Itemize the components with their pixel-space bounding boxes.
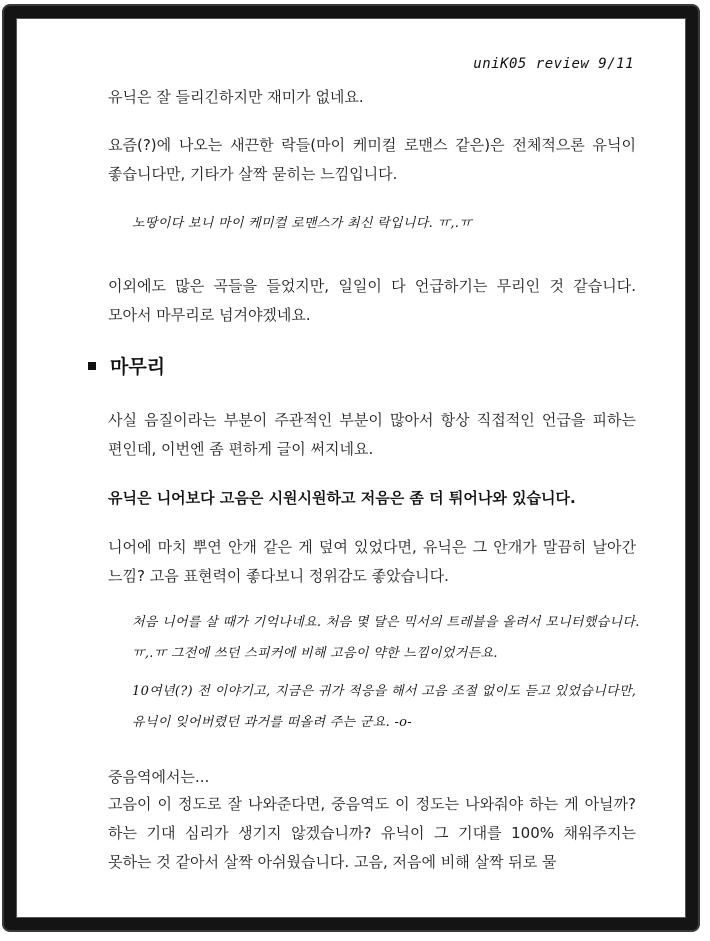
paragraph-1: 유닉은 잘 들리긴하지만 재미가 없네요. [108,88,364,106]
paragraph-5-bold: 유닉은 니어보다 고음은 시원시원하고 저음은 좀 더 튀어나와 있습니다. [108,489,576,507]
paragraph-2: 요즘(?)에 나오는 새끈한 락들(마이 케미컬 로맨스 같은)은 전체적으론 유닉이 좋습니다만, 기타가 살짝 묻히는 느낌입니다. [108,136,636,183]
handwritten-note-1: 노땅이다 보니 마이 케미컬 로맨스가 최신 락입니다. ㅠ,.ㅠ [132,216,473,231]
paragraph-7-lead: 중음역에서는... [108,768,210,786]
square-bullet-icon [88,362,96,370]
handwritten-note-3: 10여년(?) 전 이야기고, 지금은 귀가 적응을 해서 고음 조절 없이도 듣고 있었습니다만, 유닉이 잊어버렸던 과거를 떠올려 주는 군요. -o- [132,684,637,730]
section-heading [88,352,165,379]
paragraph-7-body: 고음이 이 정도로 잘 나와준다면, 중음역도 이 정도는 나와줘야 하는 게 아닐까? 하는 기대 심리가 생기지 않겠습니까? 유닉이 그 기대를 100% 채워주지는 못하는 것 같아서 살짝 아쉬웠습니다. 고음, 저음에 비해 살짝 뒤로 물 [108,795,636,871]
page-header-mark: uniK05 review 9/11 [473,56,634,72]
section-title: 마무리 [110,356,166,378]
paragraph-6: 니어에 마치 뿌연 안개 같은 게 덮여 있었다면, 유닉은 그 안개가 말끔히 날아간 느낌? 고음 표현력이 좋다보니 정위감도 좋았습니다. [108,538,636,585]
handwritten-note-2: 처음 니어를 살 때가 기억나네요. 처음 몇 달은 믹서의 트레블을 올려서 모니터했습니다. ㅠ,.ㅠ 그전에 쓰던 스피커에 비해 고음이 약한 느낌이었거든요. [132,615,640,661]
paragraph-3: 이외에도 많은 곡들을 들었지만, 일일이 다 언급하기는 무리인 것 같습니다. 모아서 마무리로 넘겨야겠네요. [108,277,636,324]
paragraph-4: 사실 음질이라는 부분이 주관적인 부분이 많아서 항상 직접적인 언급을 피하는 편인데, 이번엔 좀 편하게 글이 써지네요. [108,411,636,458]
